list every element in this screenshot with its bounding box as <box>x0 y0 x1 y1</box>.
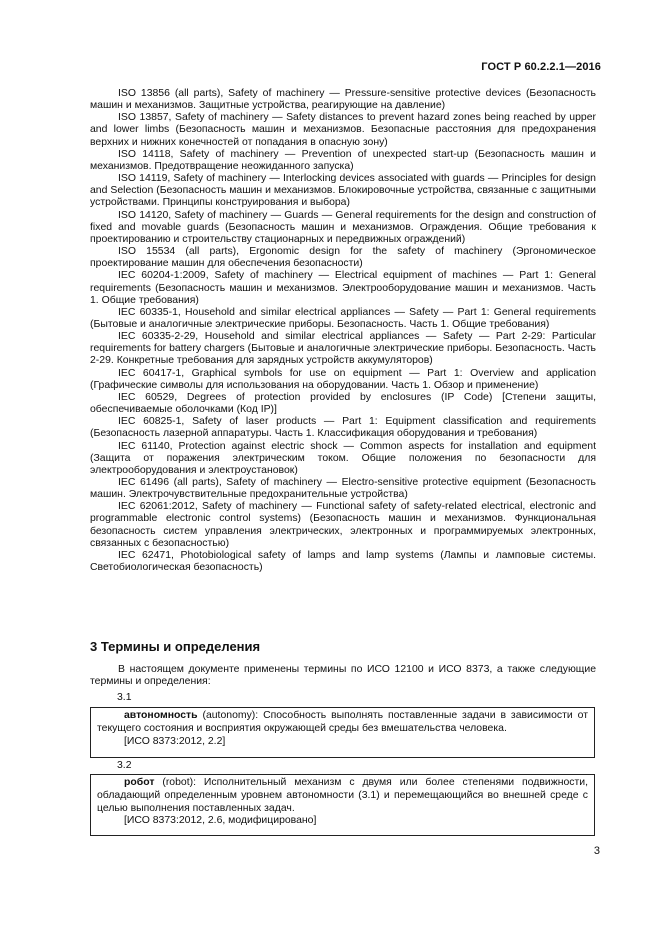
reference-item: ISO 13856 (all parts), Safety of machinery — Pressure-sensitive protective devices (Безопасность машин и механизмов. Защитные устройства, реагирующие на давление) <box>90 88 596 112</box>
term-definition-box <box>90 774 595 836</box>
section-intro: В настоящем документе применены термины по ИСО 12100 и ИСО 8373, а также следующие термины и определения: <box>90 664 596 688</box>
reference-item: ISO 14118, Safety of machinery — Prevention of unexpected start-up (Безопасность машин и механизмов. Предотвращение неожиданного запуска) <box>90 148 596 172</box>
reference-item: IEC 60417-1, Graphical symbols for use on equipment — Part 1: Overview and application (Графические символы для использования на оборудовании. Часть 1. Обзор и применение) <box>90 367 596 391</box>
document-code: ГОСТ Р 60.2.2.1—2016 <box>481 61 601 73</box>
reference-item: IEC 60335-1, Household and similar electrical appliances — Safety — Part 1: General requirements (Бытовые и аналогичные электрические приборы. Безопасность. Часть 1. Общие требования) <box>90 306 596 330</box>
reference-item: ISO 14120, Safety of machinery — Guards — General requirements for the design and construction of fixed and movable guards (Безопасность машин и механизмов. Ограждения. Общие требования к проектированию и строительству стационарных и передвижных ограждений) <box>90 209 596 245</box>
term-definition <box>97 777 588 815</box>
reference-item: ISO 14119, Safety of machinery — Interlocking devices associated with guards — Principles for design and Selection (Безопасность машин и механизмов. Блокировочные устройства, связанные с защитными устройствами. Принципы конструирования и выбора) <box>90 173 596 209</box>
term-number: 3.2 <box>117 760 132 771</box>
reference-item: IEC 61496 (all parts), Safety of machinery — Electro-sensitive protective equipment (Безопасность машин. Электрочувствительные предохранительные устройства) <box>90 477 596 501</box>
term-definition-box <box>90 707 595 758</box>
term-source: [ИСО 8373:2012, 2.2] <box>124 735 226 747</box>
term-source: [ИСО 8373:2012, 2.6, модифицировано] <box>124 815 317 827</box>
reference-item: IEC 60825-1, Safety of laser products — Part 1: Equipment classification and requirements (Безопасность лазерной аппаратуры. Часть 1. Классификация оборудования и требования) <box>90 416 596 440</box>
page-number: 3 <box>593 845 600 857</box>
term-name: робот <box>124 777 155 788</box>
reference-item: IEC 60204-1:2009, Safety of machinery — Electrical equipment of machines — Part 1: General requirements (Безопасность машин и механизмов. Электрооборудование машин и механизмов. Часть 1. Общие требования) <box>90 270 596 306</box>
reference-item: ISO 15534 (all parts), Ergonomic design for the safety of machinery (Эргономическое проектирование машин для обеспечения безопасности) <box>90 246 596 270</box>
term-text: (robot): Исполнительный механизм с двумя или более степенями подвижности, обладающий определенным уровнем автономности (3.1) и перемещающийся во внешней среде с целью выполнения поставленных задач. <box>97 777 588 814</box>
reference-item: IEC 61140, Protection against electric shock — Common aspects for installation and equipment (Защита от поражения электрическим током. Общие положения по безопасности для электрооборудования и электроустановок) <box>90 440 596 476</box>
term-name: автономность <box>124 710 198 721</box>
reference-item: IEC 62061:2012, Safety of machinery — Functional safety of safety-related electrical, electronic and programmable electronic control systems) (Безопасность машин и механизмов. Функциональная безопасность систем управления электрических, электронных и программируемых электронных, связанных с безопасностью) <box>90 501 596 549</box>
term-definition <box>97 710 588 736</box>
term-number: 3.1 <box>117 692 132 703</box>
reference-item: ISO 13857, Safety of machinery — Safety distances to prevent hazard zones being reached by upper and lower limbs (Безопасность машин и механизмов. Безопасные расстояния для предохранения верхних и нижних конечностей от попадания в опасную зону) <box>90 112 596 148</box>
reference-item: IEC 62471, Photobiological safety of lamps and lamp systems (Лампы и ламповые системы. Светобиологическая безопасность) <box>90 549 596 574</box>
normative-references-list <box>90 88 596 574</box>
reference-item: IEC 60529, Degrees of protection provided by enclosures (IP Code) [Степени защиты, обеспечиваемые оболочками (Код IP)] <box>90 391 596 416</box>
section-heading: 3 Термины и определения <box>90 639 261 654</box>
term-text: (autonomy): Способность выполнять поставленные задачи в зависимости от текущего состояния и восприятия окружающей среды без вмешательства человека. <box>97 710 588 734</box>
reference-item: IEC 60335-2-29, Household and similar electrical appliances — Safety — Part 2-29: Particular requirements for battery chargers (Бытовые и аналогичные электрические приборы. Безопасность. Часть 2-29. Конкретные требования для зарядных устройств аккумуляторов) <box>90 331 596 367</box>
